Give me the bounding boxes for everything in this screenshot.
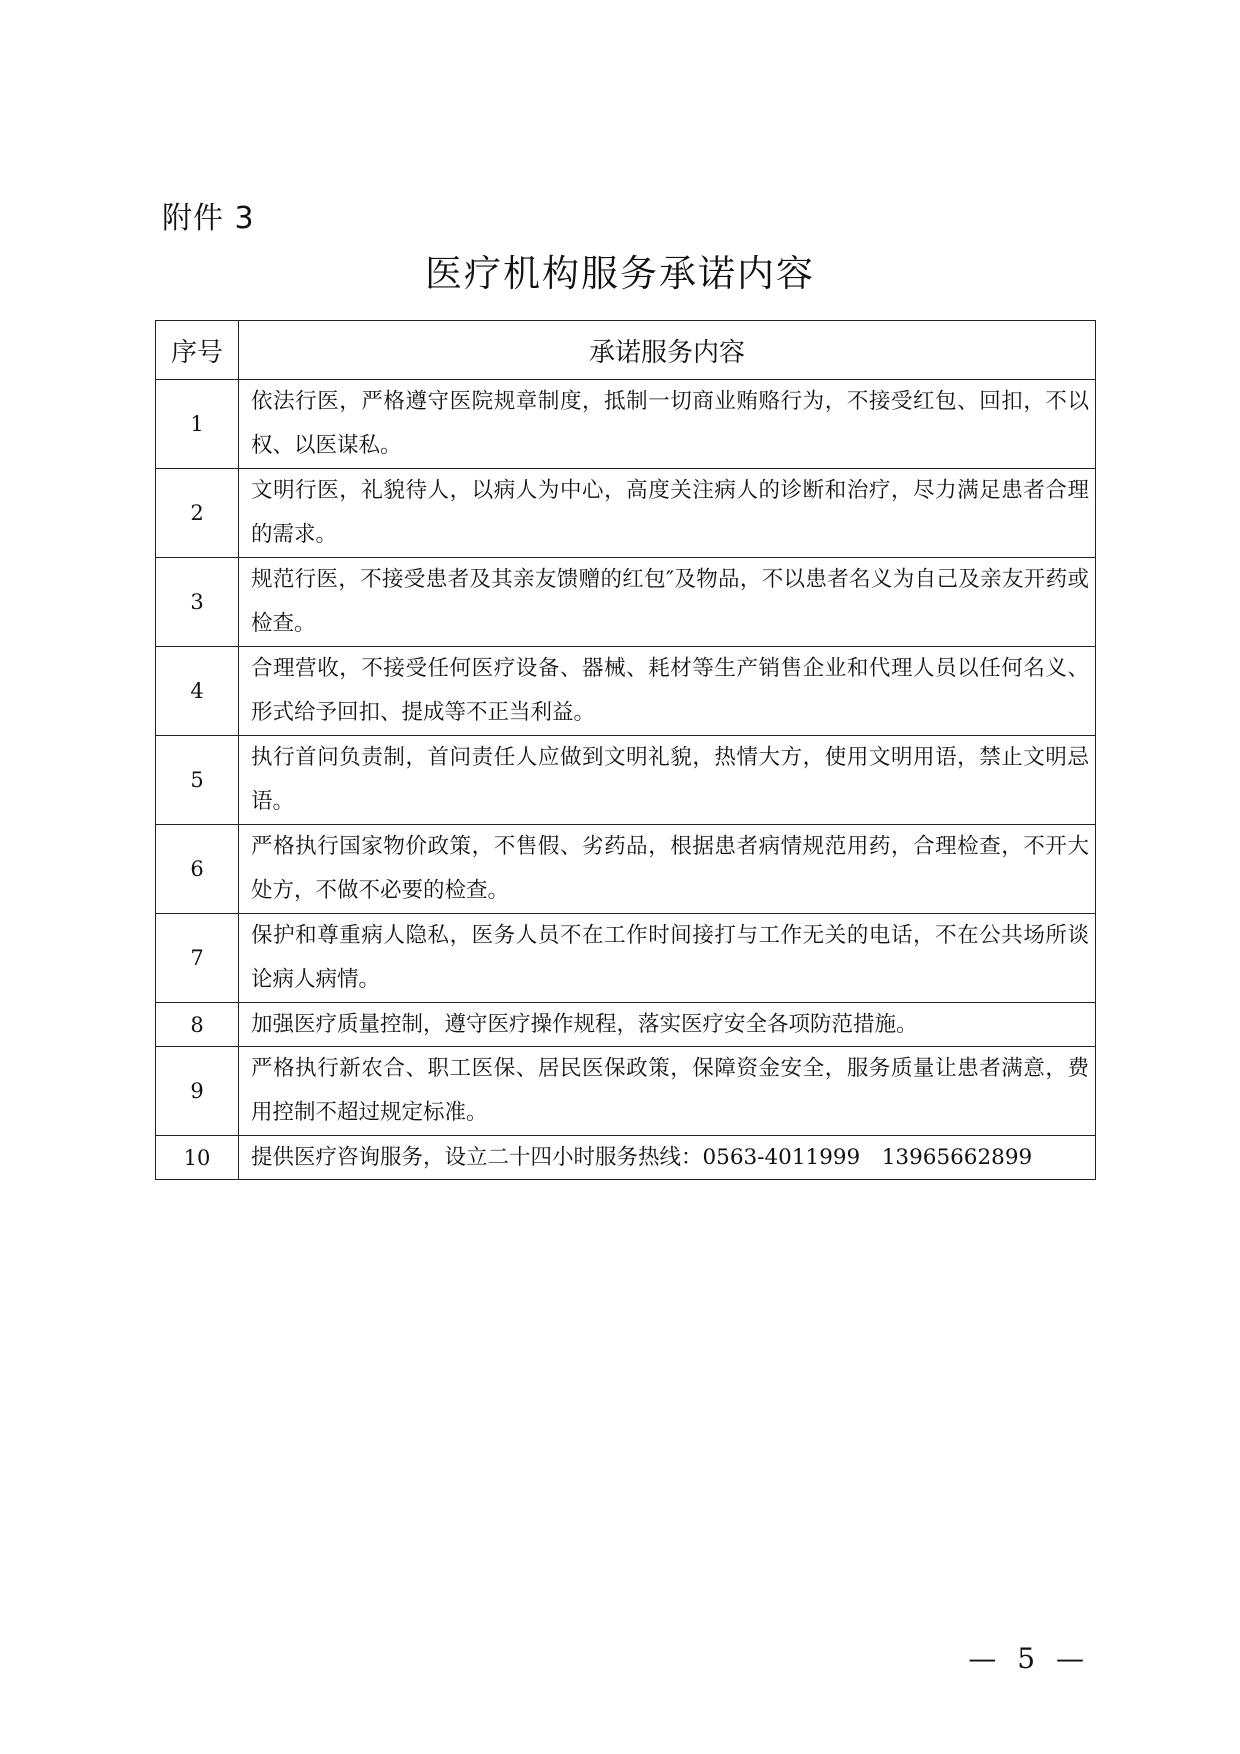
row-content: 执行首问负责制，首问责任人应做到文明礼貌，热情大方，使用文明用语，禁止文明忌语。 xyxy=(239,736,1096,825)
row-number: 7 xyxy=(156,914,239,1003)
row-content: 规范行医，不接受患者及其亲友馈赠的红包″及物品，不以患者名义为自己及亲友开药或检查。 xyxy=(239,558,1096,647)
row-content: 依法行医，严格遵守医院规章制度，抵制一切商业贿赂行为，不接受红包、回扣，不以权、以医谋私。 xyxy=(239,380,1096,469)
row-content: 提供医疗咨询服务，设立二十四小时服务热线：0563-4011999 13965662899 xyxy=(239,1136,1096,1180)
table-header-row xyxy=(156,321,1096,380)
row-number: 5 xyxy=(156,736,239,825)
row-number: 1 xyxy=(156,380,239,469)
row-content: 保护和尊重病人隐私，医务人员不在工作时间接打与工作无关的电话，不在公共场所谈论病人病情。 xyxy=(239,914,1096,1003)
commitment-table xyxy=(155,320,1096,1180)
table-row xyxy=(156,914,1096,1003)
row-content: 严格执行国家物价政策，不售假、劣药品，根据患者病情规范用药，合理检查，不开大处方，不做不必要的检查。 xyxy=(239,825,1096,914)
row-number: 4 xyxy=(156,647,239,736)
table-row xyxy=(156,1003,1096,1047)
commitment-table-container xyxy=(155,320,1095,1180)
table-row xyxy=(156,469,1096,558)
table-row xyxy=(156,1047,1096,1136)
row-content: 合理营收，不接受任何医疗设备、器械、耗材等生产销售企业和代理人员以任何名义、形式给予回扣、提成等不正当利益。 xyxy=(239,647,1096,736)
table-row xyxy=(156,736,1096,825)
row-number: 10 xyxy=(156,1136,239,1180)
row-number: 8 xyxy=(156,1003,239,1047)
row-number: 9 xyxy=(156,1047,239,1136)
page-number: — 5 — xyxy=(968,1642,1090,1675)
header-number: 序号 xyxy=(156,321,239,380)
row-content: 加强医疗质量控制，遵守医疗操作规程，落实医疗安全各项防范措施。 xyxy=(239,1003,1096,1047)
table-row xyxy=(156,825,1096,914)
table-row xyxy=(156,1136,1096,1180)
attachment-label: 附件 3 xyxy=(162,201,255,236)
table-row xyxy=(156,380,1096,469)
table-row xyxy=(156,558,1096,647)
row-content: 严格执行新农合、职工医保、居民医保政策，保障资金安全，服务质量让患者满意，费用控制不超过规定标准。 xyxy=(239,1047,1096,1136)
row-number: 2 xyxy=(156,469,239,558)
row-number: 6 xyxy=(156,825,239,914)
document-title: 医疗机构服务承诺内容 xyxy=(425,252,815,295)
row-number: 3 xyxy=(156,558,239,647)
table-row xyxy=(156,647,1096,736)
header-content: 承诺服务内容 xyxy=(239,321,1096,380)
row-content: 文明行医，礼貌待人，以病人为中心，高度关注病人的诊断和治疗，尽力满足患者合理的需求。 xyxy=(239,469,1096,558)
